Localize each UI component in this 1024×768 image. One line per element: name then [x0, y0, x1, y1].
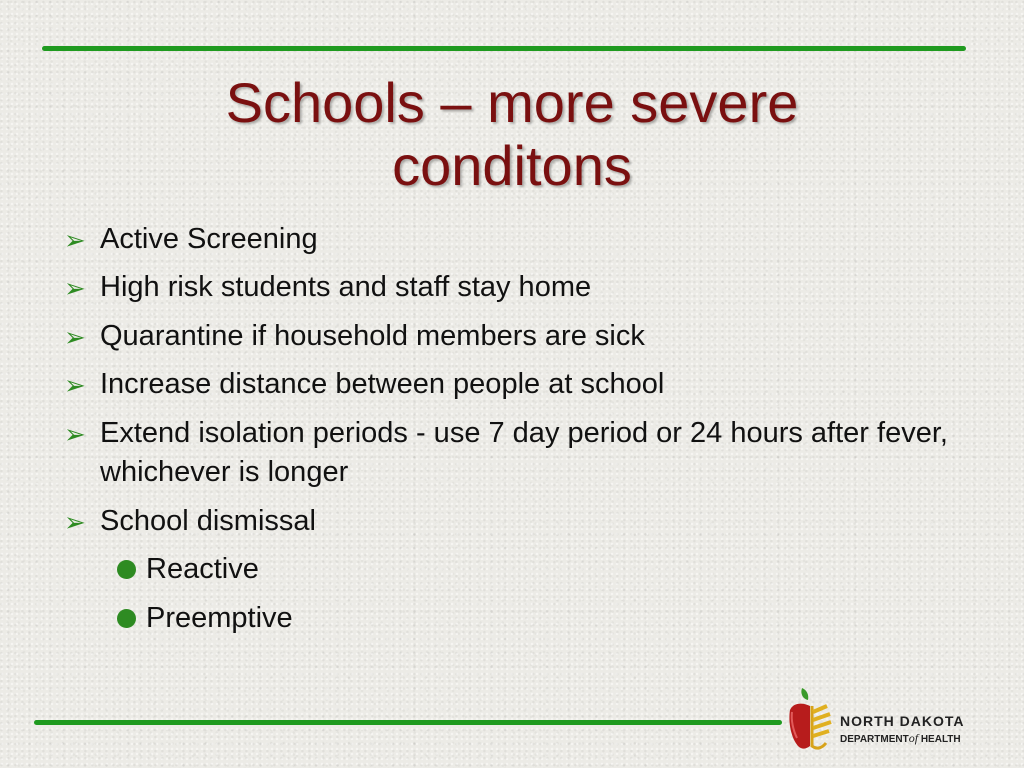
- dot-bullet-icon: [117, 609, 136, 628]
- bottom-divider: [34, 720, 782, 725]
- sub-bullet-item: [60, 599, 960, 638]
- logo-line-1: NORTH DAKOTA: [840, 713, 965, 729]
- arrow-bullet-icon: ➢: [64, 225, 86, 255]
- apple-icon: [786, 686, 834, 752]
- sub-bullet-item: [60, 550, 960, 589]
- arrow-bullet-icon: ➢: [64, 418, 86, 449]
- dot-bullet-icon: [117, 560, 136, 579]
- bullet-text: High risk students and staff stay home: [100, 271, 592, 304]
- bullet-item: [60, 220, 960, 259]
- logo-line-2: DEPARTMENTof HEALTH: [840, 731, 961, 745]
- bullet-text: Increase distance between people at school: [100, 368, 665, 401]
- top-divider: [42, 46, 966, 51]
- bullet-item: [60, 414, 960, 493]
- sub-bullet-text: Preemptive: [146, 601, 293, 634]
- slide-title: [0, 72, 1024, 197]
- sub-bullet-text: Reactive: [146, 553, 259, 586]
- bullet-item: [60, 365, 960, 404]
- arrow-bullet-icon: ➢: [64, 506, 86, 537]
- title-line-2: conditons: [392, 133, 632, 197]
- bullet-list: [60, 220, 960, 647]
- arrow-bullet-icon: ➢: [64, 273, 86, 304]
- bullet-text: Extend isolation periods - use 7 day period or 24 hours after fever, whichever is longer: [100, 416, 948, 489]
- arrow-bullet-icon: ➢: [64, 321, 86, 352]
- nd-department-of-health-logo: [786, 686, 996, 756]
- bullet-text: Active Screening: [100, 223, 318, 255]
- arrow-bullet-icon: ➢: [64, 370, 86, 401]
- bullet-item: [60, 502, 960, 541]
- bullet-text: School dismissal: [100, 504, 316, 537]
- bullet-text: Quarantine if household members are sick: [100, 319, 645, 352]
- bullet-item: [60, 268, 960, 307]
- title-line-1: Schools – more severe: [225, 71, 799, 134]
- bullet-item: [60, 317, 960, 356]
